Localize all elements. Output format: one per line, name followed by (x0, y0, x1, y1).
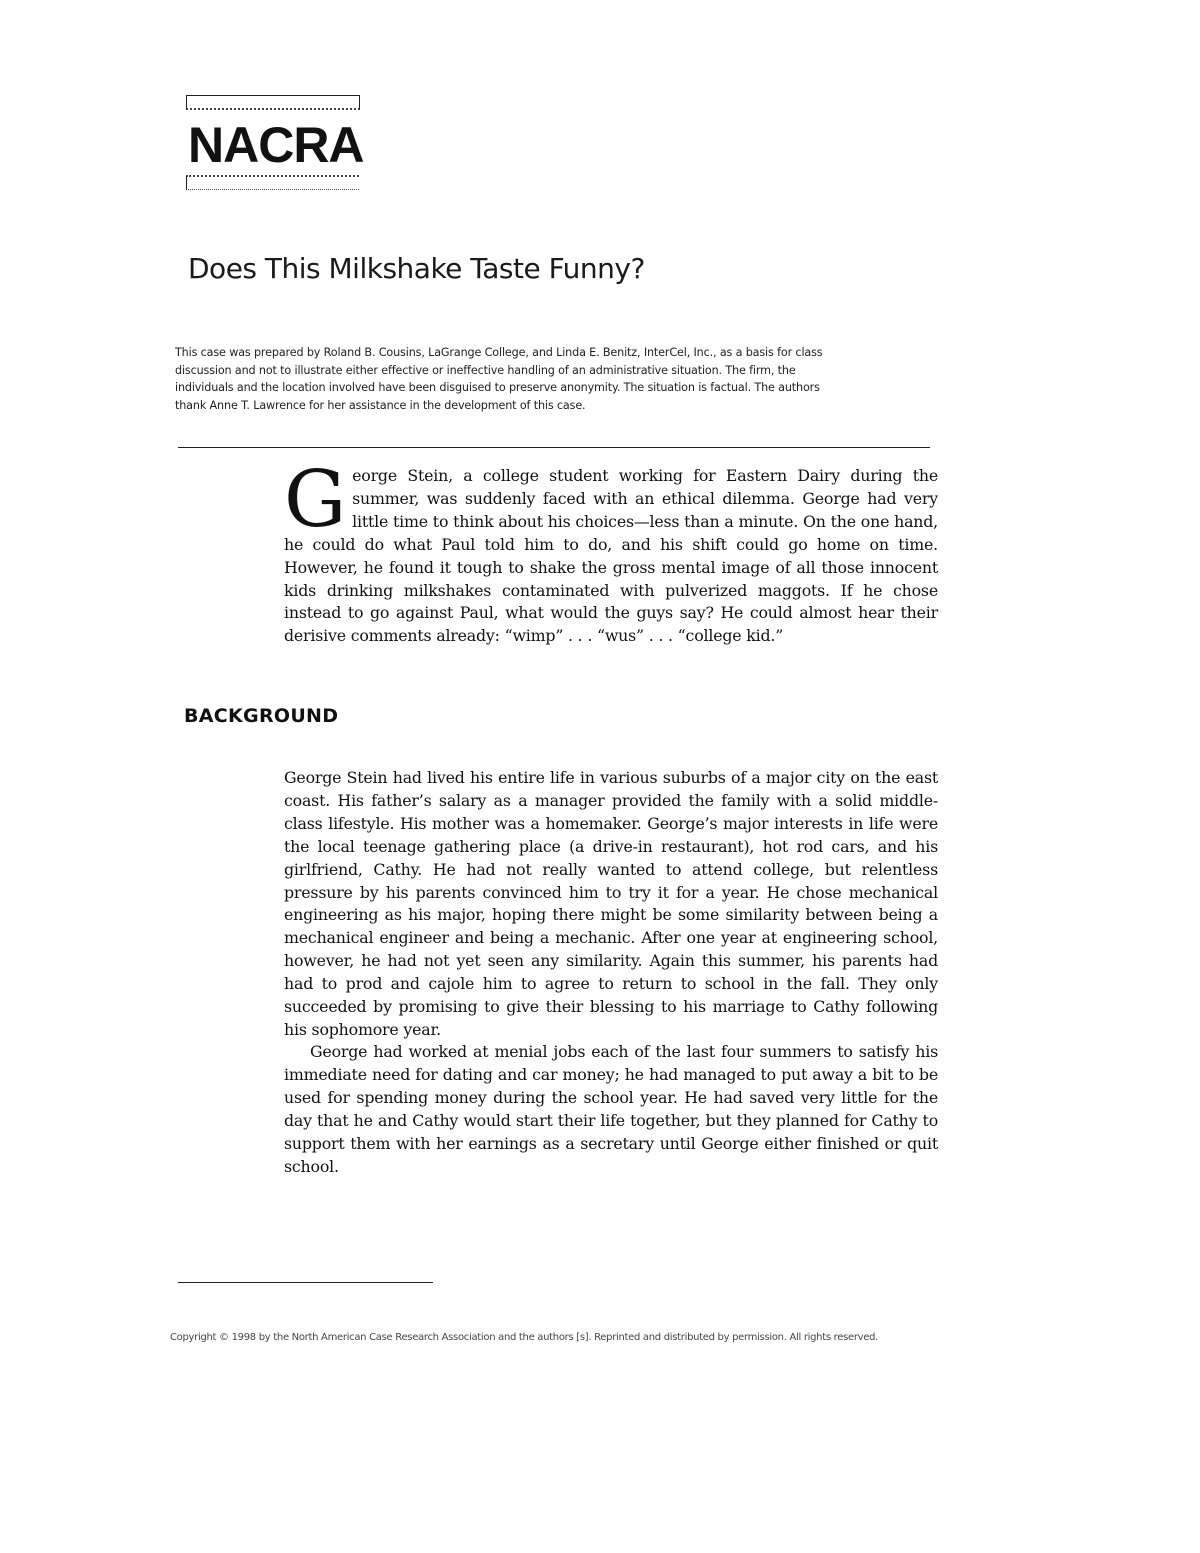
logo-top-border (186, 95, 360, 110)
logo-text: NACRA (188, 117, 364, 173)
intro-text: eorge Stein, a college student working for Eastern Dairy during the summer, was suddenly faced with an ethical dilemma. George had very little time to think about his choices—less than a minute. On the one hand, he could do what Paul told him to do, and his shift could go home on time. However, he found it tough to shake the gross mental image of all those innocent kids drinking milkshakes contaminated with pulverized maggots. If he chose instead to go against Paul, what would the guys say? He could almost hear their derisive comments already: “wimp” . . . “wus” . . . “college kid.” (284, 466, 938, 646)
nacra-logo (186, 95, 364, 193)
background-paragraph-1: George Stein had lived his entire life in various suburbs of a major city on the east coast. His father’s salary as a manager provided the family with a solid middle-class lifestyle. His mother was a homemaker. George’s major interests in life were the local teenage gathering place (a drive-in restaurant), hot rod cars, and his girlfriend, Cathy. He had not really wanted to attend college, but relentless pressure by his parents convinced him to try it for a year. He chose mechanical engineering as his major, hoping there might be some similarity between being a mechanical engineer and being a mechanic. After one year at engineering school, however, he had not yet seen any similarity. Again this summer, his parents had had to prod and cajole him to agree to return to school in the fall. They only succeeded by promising to give their blessing to his marriage to Cathy following his sophomore year. (284, 768, 938, 1039)
preparation-note: This case was prepared by Roland B. Cousins, LaGrange College, and Linda E. Benitz, InterCel, Inc., as a basis for class discussion and not to illustrate either effective or ineffective handling of an administrative situation. The firm, the individuals and the location involved have been disguised to preserve anonymity. The situation is factual. The authors thank Anne T. Lawrence for her assistance in the development of this case. (175, 346, 823, 412)
background-paragraph-2: George had worked at menial jobs each of the last four summers to satisfy his immediate need for dating and car money; he had managed to put away a bit to be used for spending money during the school year. He had saved very little for the day that he and Cathy would start their life together, but they planned for Cathy to support them with her earnings as a secretary until George either finished or quit school. (284, 1042, 938, 1176)
footnote-divider (178, 1282, 433, 1283)
logo-bottom-border (186, 175, 359, 190)
case-title: Does This Milkshake Taste Funny? (188, 252, 645, 285)
copyright-notice: Copyright © 1998 by the North American Case Research Association and the authors [s]. Reprinted and distributed by permission. All rights reserved. (170, 1332, 879, 1343)
header-divider (178, 447, 930, 448)
drop-cap: G (284, 455, 347, 545)
section-heading-background: BACKGROUND (184, 705, 339, 727)
intro-paragraph (284, 455, 938, 648)
